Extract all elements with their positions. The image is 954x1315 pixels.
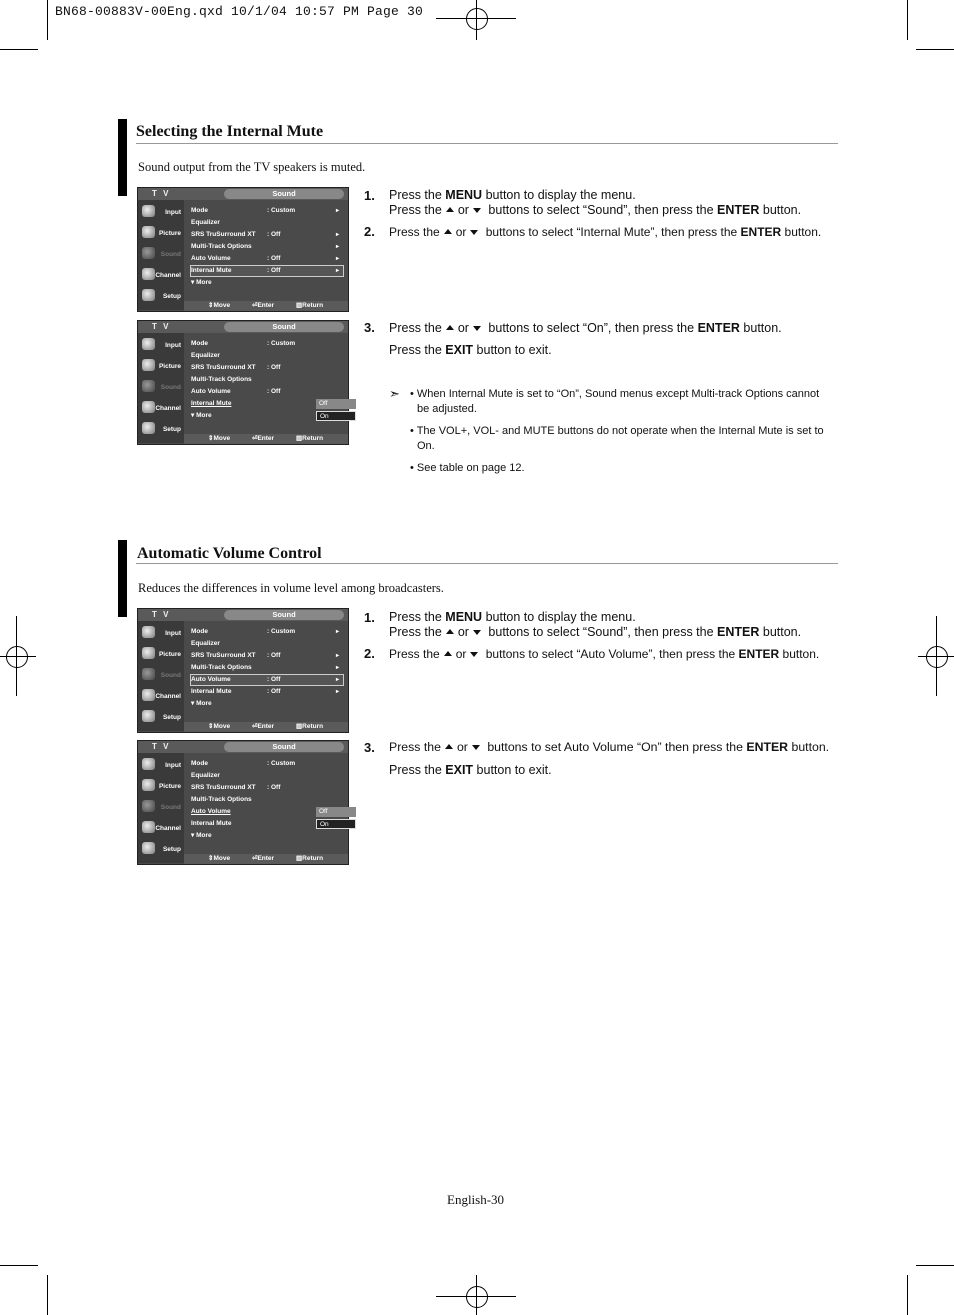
sound-icon: [142, 380, 155, 392]
osd-row-label: Equalizer: [191, 352, 220, 359]
up-arrow-icon: [444, 229, 452, 234]
osd-menu-list: [186, 202, 346, 302]
down-arrow-icon: [473, 326, 481, 331]
osd-option-off: Off: [316, 807, 356, 817]
osd-sidebar: [138, 753, 184, 863]
down-arrow-icon: [470, 230, 478, 235]
crop-mark: [47, 1275, 48, 1315]
osd-sidebar-item-input: [138, 755, 184, 775]
osd-row-value: : Off: [267, 255, 281, 262]
osd-option-off: Off: [316, 399, 356, 409]
input-icon: [142, 205, 155, 217]
osd-row-label: Mode: [191, 340, 208, 347]
osd-row-value: : Off: [267, 388, 281, 395]
osd-row-srs: [191, 363, 343, 373]
osd-sidebar-item-picture: [138, 356, 184, 376]
osd-top-bar: [138, 321, 348, 333]
osd-sidebar-label: Channel: [155, 272, 181, 279]
osd-row-label: ▾ More: [191, 832, 212, 839]
osd-row-label: SRS TruSurround XT: [191, 652, 256, 659]
chevron-right-icon: ▸: [335, 629, 339, 635]
osd-row-more: [191, 699, 343, 709]
osd-row-label: ▾ More: [191, 412, 212, 419]
osd-row-im: [191, 687, 343, 697]
osd-row-value: : Off: [267, 364, 281, 371]
osd-sidebar-item-sound: [138, 244, 184, 264]
osd-row-value: : Custom: [267, 760, 296, 767]
osd-row-label: Mode: [191, 760, 208, 767]
step-text: Press the MENU button to display the menu.: [389, 188, 636, 202]
osd-row-label: SRS TruSurround XT: [191, 231, 256, 238]
osd-sidebar-label: Channel: [155, 693, 181, 700]
down-arrow-icon: [473, 208, 481, 213]
step-text: Press the or buttons to set Auto Volume “On” then press the ENTER button.: [389, 740, 830, 754]
osd-menu-list: [186, 335, 346, 435]
chevron-right-icon: ▸: [335, 208, 339, 214]
up-arrow-icon: [446, 325, 454, 330]
osd-row-av: [191, 254, 343, 264]
setup-icon: [142, 289, 155, 301]
osd-menu-screenshot: [137, 320, 349, 445]
crop-mark: [0, 49, 38, 50]
osd-row-mode: [191, 759, 343, 769]
osd-row-value: : Custom: [267, 628, 296, 635]
osd-menu-list: [186, 623, 346, 723]
osd-tv-label: T V: [152, 610, 171, 619]
osd-bottom-bar: [184, 854, 348, 864]
osd-bottom-bar: [184, 722, 348, 732]
registration-line: [0, 656, 36, 657]
step-number: 1.: [364, 610, 375, 625]
osd-menu-screenshot: [137, 187, 349, 312]
step-text: Press the or buttons to select “Sound”, then press the ENTER button.: [389, 203, 802, 217]
picture-icon: [142, 647, 155, 659]
osd-row-value: : Custom: [267, 207, 296, 214]
osd-move-hint: ⇕ Move: [208, 302, 231, 309]
channel-icon: [142, 268, 155, 280]
step-text: Press the EXIT button to exit.: [389, 763, 552, 777]
osd-row-eq: [191, 218, 343, 228]
osd-row-mode: [191, 339, 343, 349]
sound-icon: [142, 668, 155, 680]
step-number: 3.: [364, 320, 375, 335]
up-arrow-icon: [444, 651, 452, 656]
osd-row-mode: [191, 206, 343, 216]
note-arrow-icon: ➣: [389, 386, 400, 401]
channel-icon: [142, 689, 155, 701]
sound-icon: [142, 247, 155, 259]
chevron-right-icon: ▸: [335, 689, 339, 695]
setup-icon: [142, 710, 155, 722]
osd-row-value: : Off: [267, 231, 281, 238]
osd-sidebar-item-input: [138, 623, 184, 643]
osd-row-eq: [191, 771, 343, 781]
osd-sidebar-item-sound: [138, 665, 184, 685]
registration-mark-icon: [466, 1286, 488, 1308]
osd-row-label: Auto Volume: [191, 808, 231, 815]
down-arrow-icon: [473, 630, 481, 635]
osd-top-bar: [138, 188, 348, 200]
osd-row-mto: [191, 375, 343, 385]
osd-menu-screenshot: [137, 608, 349, 733]
crop-mark: [0, 1265, 38, 1266]
osd-row-im: [191, 266, 343, 276]
osd-bottom-bar: [184, 434, 348, 444]
step-number: 2.: [364, 646, 375, 661]
chevron-right-icon: ▸: [335, 268, 339, 274]
setup-icon: [142, 422, 155, 434]
section-title: Automatic Volume Control: [137, 545, 322, 562]
step-number: 1.: [364, 188, 375, 203]
input-icon: [142, 758, 155, 770]
osd-sidebar-label: Setup: [162, 714, 181, 721]
step-text: Press the or buttons to select “Auto Volume”, then press the ENTER button.: [389, 647, 820, 661]
picture-icon: [142, 359, 155, 371]
osd-row-label: Multi-Track Options: [191, 376, 252, 383]
osd-row-label: Internal Mute: [191, 400, 232, 407]
osd-row-label: Mode: [191, 628, 208, 635]
osd-row-eq: [191, 351, 343, 361]
chevron-right-icon: ▸: [335, 232, 339, 238]
osd-row-more: [191, 278, 343, 288]
down-arrow-icon: [472, 745, 480, 750]
step-text: Press the or buttons to select “Internal Mute”, then press the ENTER button.: [389, 225, 822, 239]
osd-row-mto: [191, 795, 343, 805]
osd-sidebar-label: Sound: [160, 672, 181, 679]
osd-row-more: [191, 831, 343, 841]
osd-row-label: Internal Mute: [191, 820, 232, 827]
up-arrow-icon: [445, 744, 453, 749]
registration-line: [476, 1275, 477, 1315]
osd-sidebar-label: Input: [165, 762, 181, 769]
osd-row-label: Mode: [191, 207, 208, 214]
registration-line: [936, 616, 937, 696]
file-header: BN68-00883V-00Eng.qxd 10/1/04 10:57 PM Page 30: [55, 4, 424, 19]
osd-sidebar-item-setup: [138, 839, 184, 859]
osd-enter-hint: ⏎ Enter: [252, 302, 275, 309]
osd-row-av: [191, 387, 343, 397]
osd-row-label: Internal Mute: [191, 688, 232, 695]
osd-enter-hint: ⏎ Enter: [252, 855, 275, 862]
chevron-right-icon: ▸: [335, 244, 339, 250]
crop-mark: [907, 0, 908, 40]
up-arrow-icon: [446, 629, 454, 634]
input-icon: [142, 338, 155, 350]
osd-sidebar-item-picture: [138, 776, 184, 796]
osd-row-label: Multi-Track Options: [191, 796, 252, 803]
osd-sidebar-item-picture: [138, 644, 184, 664]
osd-sidebar-label: Setup: [162, 293, 181, 300]
osd-sidebar-label: Picture: [158, 651, 181, 658]
osd-sidebar-item-setup: [138, 286, 184, 306]
section-bar: [118, 540, 130, 617]
osd-return-hint: ▥ Return: [296, 855, 324, 862]
osd-sidebar-label: Input: [165, 342, 181, 349]
osd-sidebar-item-picture: [138, 223, 184, 243]
osd-row-value: : Off: [267, 688, 281, 695]
osd-row-eq: [191, 639, 343, 649]
osd-sidebar-label: Sound: [160, 804, 181, 811]
osd-sidebar-label: Picture: [158, 230, 181, 237]
osd-option-on: On: [316, 819, 356, 829]
note-text: On.: [417, 440, 435, 452]
osd-sidebar-label: Input: [165, 630, 181, 637]
osd-row-label: Equalizer: [191, 772, 220, 779]
osd-sidebar-item-sound: [138, 797, 184, 817]
note-text: • When Internal Mute is set to “On”, Sound menus except Multi-track Options cannot: [410, 388, 820, 400]
osd-sidebar-label: Sound: [160, 251, 181, 258]
osd-sidebar-item-channel: [138, 265, 184, 285]
osd-tv-label: T V: [152, 322, 171, 331]
osd-sidebar-item-channel: [138, 398, 184, 418]
chevron-right-icon: ▸: [335, 653, 339, 659]
step-text: Press the or buttons to select “On”, then press the ENTER button.: [389, 321, 782, 335]
osd-row-value: : Off: [267, 652, 281, 659]
osd-row-label: SRS TruSurround XT: [191, 784, 256, 791]
osd-sidebar-label: Picture: [158, 783, 181, 790]
step-text: Press the MENU button to display the menu.: [389, 610, 636, 624]
osd-row-mto: [191, 663, 343, 673]
osd-row-label: ▾ More: [191, 700, 212, 707]
crop-mark: [47, 0, 48, 40]
osd-row-value: : Off: [267, 267, 281, 274]
osd-move-hint: ⇕ Move: [208, 435, 231, 442]
osd-row-value: : Off: [267, 784, 281, 791]
sound-icon: [142, 800, 155, 812]
crop-mark: [907, 1275, 908, 1315]
osd-sidebar-label: Setup: [162, 426, 181, 433]
step-text: Press the or buttons to select “Sound”, then press the ENTER button.: [389, 625, 802, 639]
osd-sidebar-label: Input: [165, 209, 181, 216]
osd-move-hint: ⇕ Move: [208, 855, 231, 862]
registration-mark-icon: [6, 646, 28, 668]
section-rule: [136, 563, 838, 564]
up-arrow-icon: [446, 207, 454, 212]
osd-sound-tab: Sound: [224, 610, 344, 620]
osd-sidebar: [138, 621, 184, 731]
section-description: Reduces the differences in volume level among broadcasters.: [138, 581, 444, 595]
step-text: Press the EXIT button to exit.: [389, 343, 552, 357]
osd-sidebar-item-setup: [138, 707, 184, 727]
osd-enter-hint: ⏎ Enter: [252, 435, 275, 442]
osd-sidebar-item-channel: [138, 686, 184, 706]
osd-row-label: SRS TruSurround XT: [191, 364, 256, 371]
registration-mark-icon: [926, 646, 948, 668]
osd-row-label: Internal Mute: [191, 267, 232, 274]
osd-move-hint: ⇕ Move: [208, 723, 231, 730]
osd-enter-hint: ⏎ Enter: [252, 723, 275, 730]
osd-return-hint: ▥ Return: [296, 302, 324, 309]
input-icon: [142, 626, 155, 638]
osd-tv-label: T V: [152, 742, 171, 751]
channel-icon: [142, 821, 155, 833]
osd-row-value: : Off: [267, 676, 281, 683]
osd-sidebar-label: Setup: [162, 846, 181, 853]
registration-line: [16, 616, 17, 696]
channel-icon: [142, 401, 155, 413]
page-number: English-30: [447, 1192, 505, 1207]
osd-sidebar-item-input: [138, 335, 184, 355]
osd-row-mode: [191, 627, 343, 637]
osd-sidebar-label: Picture: [158, 363, 181, 370]
osd-row-mto: [191, 242, 343, 252]
osd-option-on: On: [316, 411, 356, 421]
osd-sidebar-label: Channel: [155, 825, 181, 832]
crop-mark: [916, 49, 954, 50]
osd-row-value: : Custom: [267, 340, 296, 347]
osd-bottom-bar: [184, 301, 348, 311]
osd-row-label: Equalizer: [191, 219, 220, 226]
osd-tv-label: T V: [152, 189, 171, 198]
section-bar: [118, 119, 130, 196]
osd-row-label: Multi-Track Options: [191, 243, 252, 250]
section-rule: [136, 143, 838, 144]
osd-sidebar: [138, 200, 184, 310]
crop-mark: [916, 1265, 954, 1266]
registration-line: [476, 0, 477, 40]
osd-row-label: Auto Volume: [191, 676, 231, 683]
osd-sidebar-item-input: [138, 202, 184, 222]
osd-sidebar-item-sound: [138, 377, 184, 397]
chevron-right-icon: ▸: [335, 677, 339, 683]
osd-sound-tab: Sound: [224, 322, 344, 332]
osd-sidebar-item-channel: [138, 818, 184, 838]
note-text: • The VOL+, VOL- and MUTE buttons do not operate when the Internal Mute is set to: [410, 425, 824, 437]
osd-row-av: [191, 675, 343, 685]
note-text: be adjusted.: [417, 403, 477, 415]
osd-menu-list: [186, 755, 346, 855]
osd-row-srs: [191, 783, 343, 793]
note-text: • See table on page 12.: [410, 462, 525, 474]
osd-return-hint: ▥ Return: [296, 435, 324, 442]
osd-sound-tab: Sound: [224, 742, 344, 752]
section-title: Selecting the Internal Mute: [136, 123, 324, 140]
osd-sidebar: [138, 333, 184, 443]
osd-row-label: Auto Volume: [191, 255, 231, 262]
down-arrow-icon: [470, 652, 478, 657]
section-description: Sound output from the TV speakers is muted.: [138, 160, 366, 174]
osd-sidebar-label: Sound: [160, 384, 181, 391]
chevron-right-icon: ▸: [335, 665, 339, 671]
step-number: 3.: [364, 740, 375, 755]
osd-row-label: Multi-Track Options: [191, 664, 252, 671]
osd-row-label: Equalizer: [191, 640, 220, 647]
registration-mark-icon: [466, 8, 488, 30]
osd-row-label: ▾ More: [191, 279, 212, 286]
osd-row-label: Auto Volume: [191, 388, 231, 395]
osd-sidebar-label: Channel: [155, 405, 181, 412]
step-number: 2.: [364, 224, 375, 239]
chevron-right-icon: ▸: [335, 256, 339, 262]
osd-top-bar: [138, 609, 348, 621]
picture-icon: [142, 226, 155, 238]
picture-icon: [142, 779, 155, 791]
osd-row-srs: [191, 651, 343, 661]
osd-row-srs: [191, 230, 343, 240]
osd-top-bar: [138, 741, 348, 753]
osd-menu-screenshot: [137, 740, 349, 865]
osd-sound-tab: Sound: [224, 189, 344, 199]
osd-sidebar-item-setup: [138, 419, 184, 439]
setup-icon: [142, 842, 155, 854]
osd-return-hint: ▥ Return: [296, 723, 324, 730]
